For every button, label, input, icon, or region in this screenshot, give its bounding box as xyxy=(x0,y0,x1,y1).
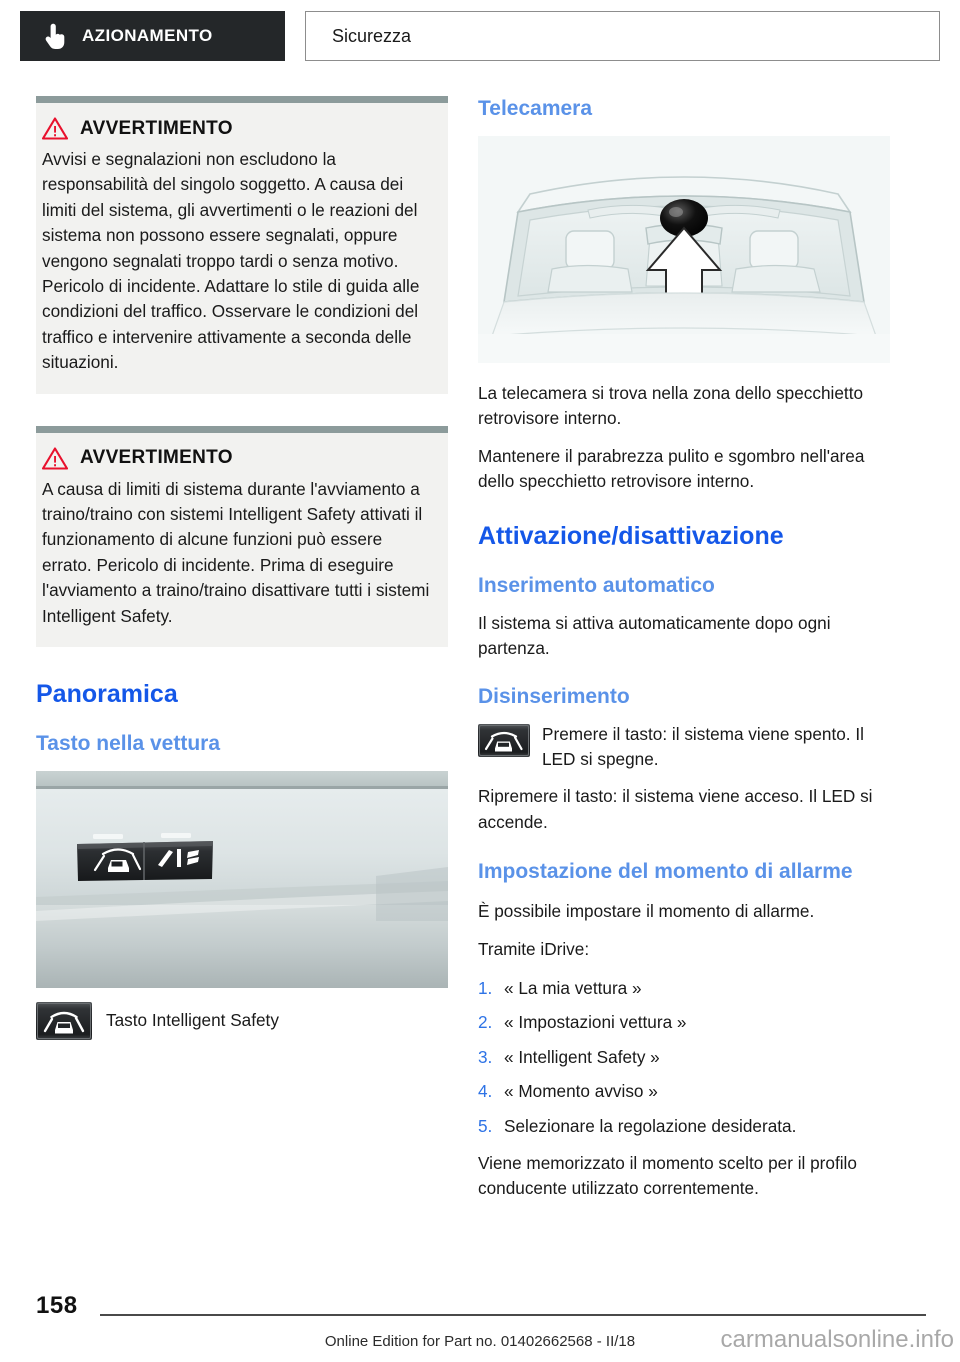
paragraph-inserimento: Il sistema si attiva automaticamente dopo ogni partenza. xyxy=(478,612,831,659)
pointing-hand-icon xyxy=(44,23,66,49)
figure-caption-text: Tasto Intelligent Safety xyxy=(106,1010,279,1031)
heading-attivazione-disattivazione: Attivazione/disattivazione xyxy=(478,521,784,550)
warning-title-row xyxy=(42,447,430,470)
step-text: « La mia vettura » xyxy=(504,978,642,998)
warning-text: A causa di limiti di sistema durante l'avviamento a traino/traino con sistemi Intelligent Safety attivati il funzionamento di alcune funzioni può essere errato. Pericolo di incidente. Prima di eseguire l'avviamento a traino/traino disattivare tutti i sistemi Intelligent Safety. xyxy=(42,478,430,626)
heading-panoramica: Panoramica xyxy=(36,680,178,709)
warning-title: AVVERTIMENTO xyxy=(80,117,233,139)
windshield-camera-figure xyxy=(478,136,890,363)
paragraph-impostazione-2: Tramite iDrive: xyxy=(478,938,590,959)
paragraph-impostazione-3: Viene memorizzato il momento scelto per il profilo conducente utilizzato correntemente. xyxy=(478,1153,857,1199)
heading-inserimento-automatico: Inserimento automatico xyxy=(478,573,715,597)
disinserimento-icon-paragraph xyxy=(478,722,890,773)
heading-impostazione-momento-allarme: Impostazione del momento di allarme xyxy=(478,860,853,884)
step-number: 5. xyxy=(478,1115,493,1136)
heading-tasto-nella-vettura: Tasto nella vettura xyxy=(36,732,220,756)
warning-title-row xyxy=(42,117,430,140)
disinserimento-icon-text: Premere il tasto: il sistema viene spento. Il LED si spegne. xyxy=(542,723,864,769)
section-tab[interactable] xyxy=(305,11,940,61)
warning-top-bar xyxy=(36,96,448,103)
step-number: 2. xyxy=(478,1012,493,1033)
paragraph-camera-location: La telecamera si trova nella zona dello specchietto retrovisore interno. xyxy=(478,383,864,429)
step-number: 4. xyxy=(478,1081,493,1102)
dashboard-buttons-figure xyxy=(36,771,448,988)
warning-box xyxy=(36,96,448,394)
right-column xyxy=(478,96,890,1214)
list-item xyxy=(478,1114,890,1139)
list-item xyxy=(478,1010,890,1035)
left-column xyxy=(36,96,448,1040)
warning-triangle-icon xyxy=(42,447,68,470)
step-text: « Intelligent Safety » xyxy=(504,1046,660,1067)
intelligent-safety-button-icon xyxy=(36,1002,92,1040)
warning-title: AVVERTIMENTO xyxy=(80,447,233,469)
heading-telecamera: Telecamera xyxy=(478,97,593,120)
paragraph-impostazione-1: È possibile impostare il momento di allarme. xyxy=(478,901,815,922)
chapter-tab-label: AZIONAMENTO xyxy=(82,26,213,45)
step-text: « Impostazioni vettura » xyxy=(504,1012,687,1033)
paragraph-disinserimento-2: Ripremere il tasto: il sistema viene acceso. Il LED si accende. xyxy=(478,786,873,832)
list-item xyxy=(478,1045,890,1070)
list-item xyxy=(478,1079,890,1104)
section-tab-label: Sicurezza xyxy=(332,25,412,46)
footer-edition-text: Online Edition for Part no. 01402662568 - II/18 xyxy=(324,1333,636,1350)
step-number: 1. xyxy=(478,978,493,998)
footer-divider xyxy=(100,1314,926,1316)
chapter-tab[interactable] xyxy=(20,11,285,61)
warning-body xyxy=(36,103,448,394)
step-text: « Momento avviso » xyxy=(504,1081,658,1102)
list-item xyxy=(478,976,890,1001)
idrive-steps-list xyxy=(478,976,890,1139)
step-number: 3. xyxy=(478,1046,493,1067)
warning-text: Avvisi e segnalazioni non escludono la responsabilità del singolo soggetto. A causa dei limiti del sistema, gli avvertimenti o le reazioni del sistema non possono essere segnalati, oppure vengono segnalati troppo tardi o senza motivo. Pericolo di incidente. Adattare lo stile di guida alle condizioni del traffico. Osservare le condizioni del traffico e intervenire attivamente a seconda delle situazioni. xyxy=(42,149,420,373)
figure-caption-row xyxy=(36,1002,448,1040)
page-number: 158 xyxy=(36,1292,78,1319)
heading-disinserimento: Disinserimento xyxy=(478,684,630,708)
warning-body xyxy=(36,433,448,647)
warning-triangle-icon xyxy=(42,117,68,140)
intelligent-safety-button-icon xyxy=(478,724,530,757)
paragraph-camera-cleaning: Mantenere il parabrezza pulito e sgombro nell'area dello specchietto retrovisore interno. xyxy=(478,445,865,492)
warning-box xyxy=(36,426,448,647)
warning-top-bar xyxy=(36,426,448,433)
watermark-text: carmanualsonline.info xyxy=(720,1326,954,1353)
page-header xyxy=(20,11,940,61)
step-text: Selezionare la regolazione desiderata. xyxy=(504,1115,797,1136)
